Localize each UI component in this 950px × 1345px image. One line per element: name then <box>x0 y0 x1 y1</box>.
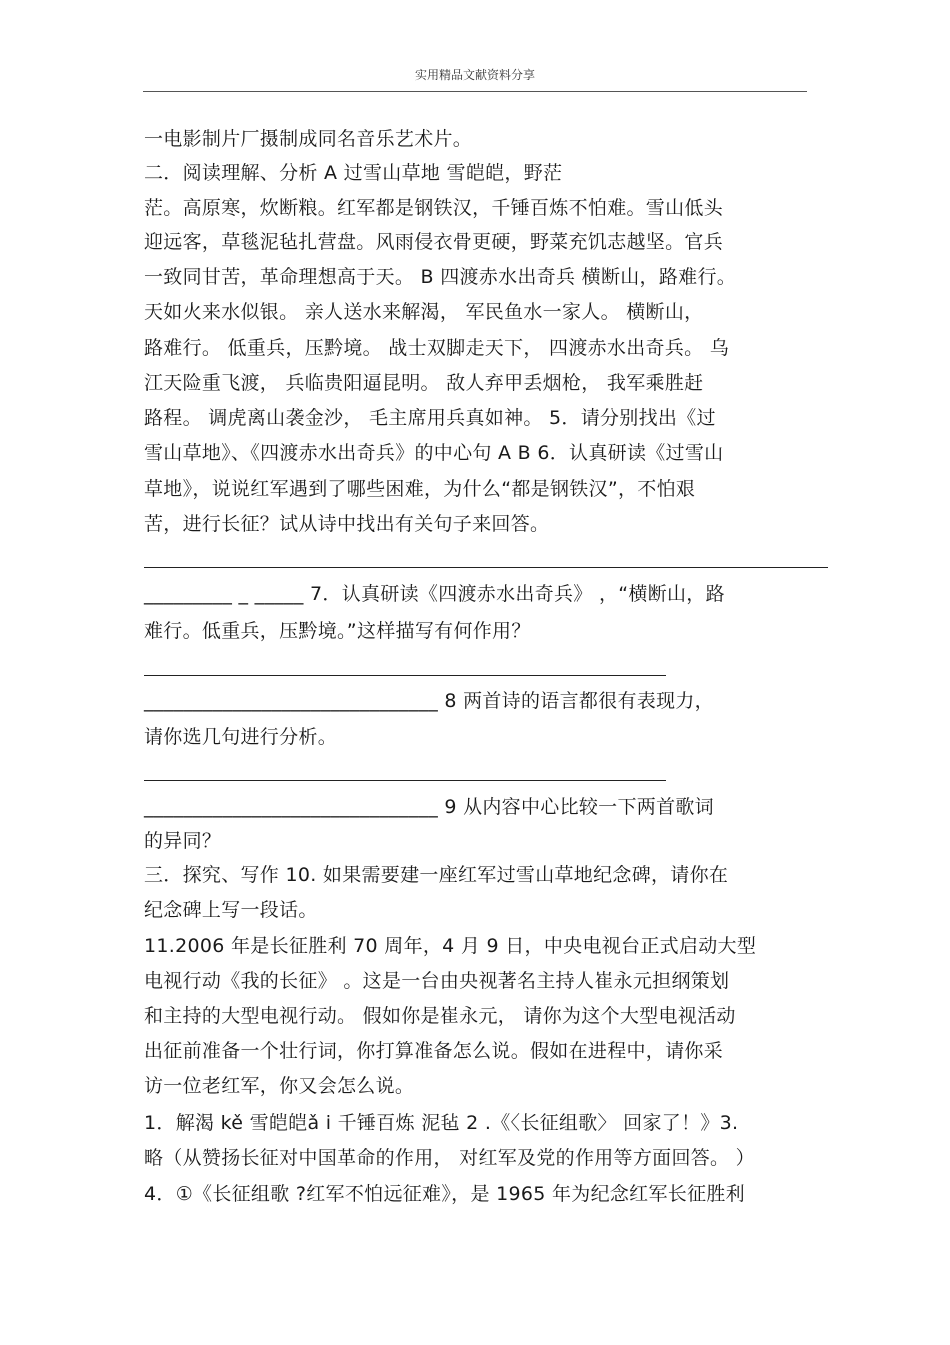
text-line: ______________________________ 8 两首诗的语言都很有表现力， <box>144 690 714 712</box>
answer-blank-line <box>144 675 666 676</box>
answer-blank-line <box>144 567 828 568</box>
text-line: 11.2006 年是长征胜利 70 周年，4 月 9 日，中央电视台正式启动大型 <box>144 935 757 957</box>
text-line: 和主持的大型电视行动。 假如你是崔永元， 请你为这个大型电视活动 <box>144 1005 736 1027</box>
text-line: 4．①《长征组歌 ?红军不怕远征难》，是 1965 年为纪念红军长征胜利 <box>144 1183 745 1205</box>
text-line: 难行。低重兵，压黔境。”这样描写有何作用？ <box>144 620 531 642</box>
text-line: 雪山草地》、《四渡赤水出奇兵》的中心句 A B 6．认真研读《过雪山 <box>144 442 724 464</box>
text-line: _________ _ _____ 7．认真研读《四渡赤水出奇兵》 ，“横断山，路 <box>144 583 725 605</box>
text-line: 纪念碑上写一段话。 <box>144 899 318 921</box>
text-line: 访一位老红军，你又会怎么说。 <box>144 1075 415 1097</box>
text-line: 草地》，说说红军遇到了哪些困难，为什么“都是钢铁汉”，不怕艰 <box>144 478 696 500</box>
text-line: 1．解渴 kě 雪皑皑ǎ i 千锤百炼 泥毡 2 .《〈长征组歌〉 回家了！》3. <box>144 1112 739 1134</box>
text-line: 迎远客，草毯泥毡扎营盘。风雨侵衣骨更硬，野菜充饥志越坚。官兵 <box>144 231 724 253</box>
text-line: 路程。 调虎离山袭金沙， 毛主席用兵真如神。 5．请分别找出《过 <box>144 407 716 429</box>
text-line: 请你选几句进行分析。 <box>144 726 338 748</box>
text-line: 一电影制片厂摄制成同名音乐艺术片。 <box>144 128 473 150</box>
text-line: 苦，进行长征？试从诗中找出有关句子来回答。 <box>144 513 550 535</box>
header-rule <box>143 91 807 92</box>
text-line: 三．探究、写作 10. 如果需要建一座红军过雪山草地纪念碑，请你在 <box>144 864 729 886</box>
text-line: 天如火来水似银。 亲人送水来解渴， 军民鱼水一家人。 横断山， <box>144 301 704 323</box>
text-line: 略（从赞扬长征对中国革命的作用， 对红军及党的作用等方面回答。 ） <box>144 1147 755 1169</box>
answer-blank-line <box>144 780 666 781</box>
text-line: 江天险重飞渡， 兵临贵阳逼昆明。 敌人弃甲丢烟枪， 我军乘胜赶 <box>144 372 704 394</box>
text-line: 二．阅读理解、分析 A 过雪山草地 雪皑皑，野茫 <box>144 162 563 184</box>
text-line: 路难行。 低重兵，压黔境。 战士双脚走天下， 四渡赤水出奇兵。 乌 <box>144 337 730 359</box>
text-line: ______________________________ 9 从内容中心比较一下两首歌词 <box>144 796 714 818</box>
text-line: 一致同甘苦，革命理想高于天。 B 四渡赤水出奇兵 横断山，路难行。 <box>144 266 737 288</box>
text-line: 的异同？ <box>144 830 222 852</box>
text-line: 出征前准备一个壮行词，你打算准备怎么说。假如在进程中，请你采 <box>144 1040 724 1062</box>
text-line: 茫。高原寒，炊断粮。红军都是钢铁汉，千锤百炼不怕难。雪山低头 <box>144 197 724 219</box>
page-header: 实用精品文献资料分享 <box>414 68 535 82</box>
text-line: 电视行动《我的长征》 。这是一台由央视著名主持人崔永元担纲策划 <box>144 970 730 992</box>
